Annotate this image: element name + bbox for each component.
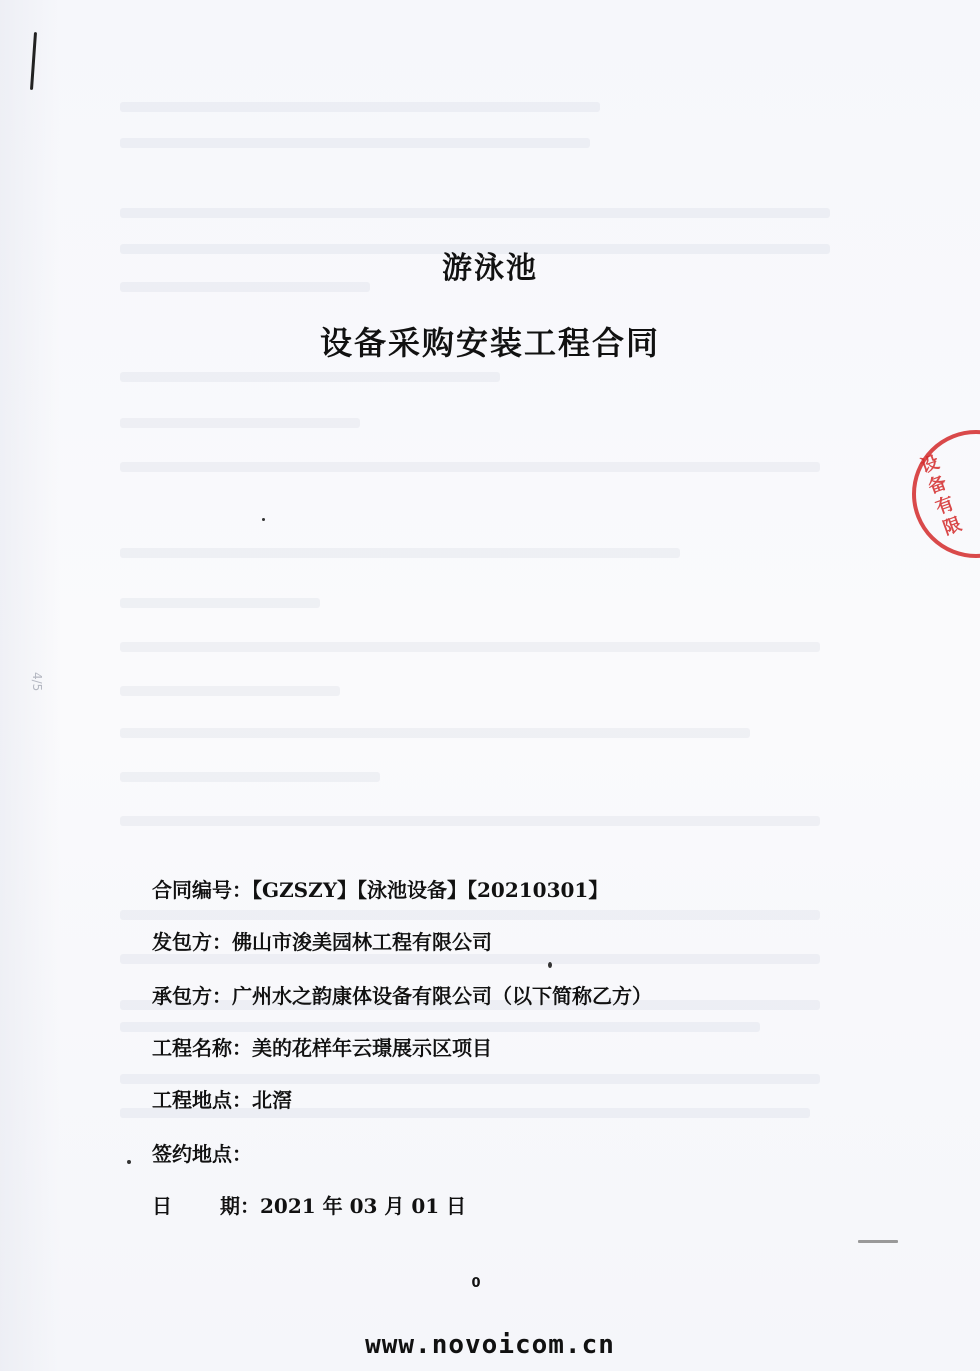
company-seal-text: 设备有限 <box>917 451 965 540</box>
bleed-line <box>120 1022 760 1032</box>
side-page-number: 4/5 <box>30 672 44 692</box>
bleed-line <box>120 954 820 964</box>
scan-speck <box>548 962 552 968</box>
date-label-a: 日 <box>152 1194 172 1218</box>
bleed-line <box>120 138 590 148</box>
bleed-line <box>120 548 680 558</box>
bleed-line <box>120 1074 820 1084</box>
scan-speck <box>858 1240 898 1243</box>
bleed-line <box>120 910 820 920</box>
field-label: 工程地点： <box>152 1088 252 1112</box>
bleed-line <box>120 372 500 382</box>
contract-number-field <box>152 874 608 903</box>
client-value: 佛山市浚美园林工程有限公司 <box>232 930 492 954</box>
date-label-b: 期： <box>220 1194 260 1218</box>
project-name-value: 美的花样年云璟展示区项目 <box>252 1036 492 1060</box>
bleed-line <box>120 102 600 112</box>
project-location-field <box>152 1084 292 1113</box>
field-label: 承包方： <box>152 984 232 1008</box>
document-title-line2: 设备采购安装工程合同 <box>319 324 660 362</box>
contractor-field <box>152 980 652 1009</box>
bleed-line <box>120 728 750 738</box>
scan-speck <box>262 518 265 521</box>
date-value: 2021 年 03 月 01 日 <box>260 1194 467 1218</box>
bleed-line <box>120 208 830 218</box>
field-label: 发包方： <box>152 930 232 954</box>
page-number: 0 <box>471 1276 481 1291</box>
field-label: 合同编号： <box>152 878 252 902</box>
scan-speck <box>127 1160 131 1164</box>
project-name-field <box>152 1032 492 1061</box>
date-field <box>152 1190 466 1219</box>
bleed-line <box>120 598 320 608</box>
bleed-line <box>120 642 820 652</box>
field-label: 签约地点： <box>152 1142 252 1166</box>
client-field <box>152 926 492 955</box>
bleed-line <box>120 816 820 826</box>
contract-number-value: 【GZSZY】【泳池设备】【20210301】 <box>252 878 609 902</box>
bleed-line <box>120 772 380 782</box>
bleed-line <box>120 462 820 472</box>
signing-place-field <box>152 1138 252 1167</box>
bleed-line <box>120 686 340 696</box>
project-location-value: 北滘 <box>252 1088 292 1112</box>
contractor-value: 广州水之韵康体设备有限公司（以下简称乙方） <box>232 984 652 1008</box>
document-title-line1: 游泳池 <box>442 251 538 286</box>
field-label: 工程名称： <box>152 1036 252 1060</box>
bleed-line <box>120 418 360 428</box>
watermark-url: www.novoicom.cn <box>365 1330 615 1360</box>
pen-mark <box>30 32 37 90</box>
